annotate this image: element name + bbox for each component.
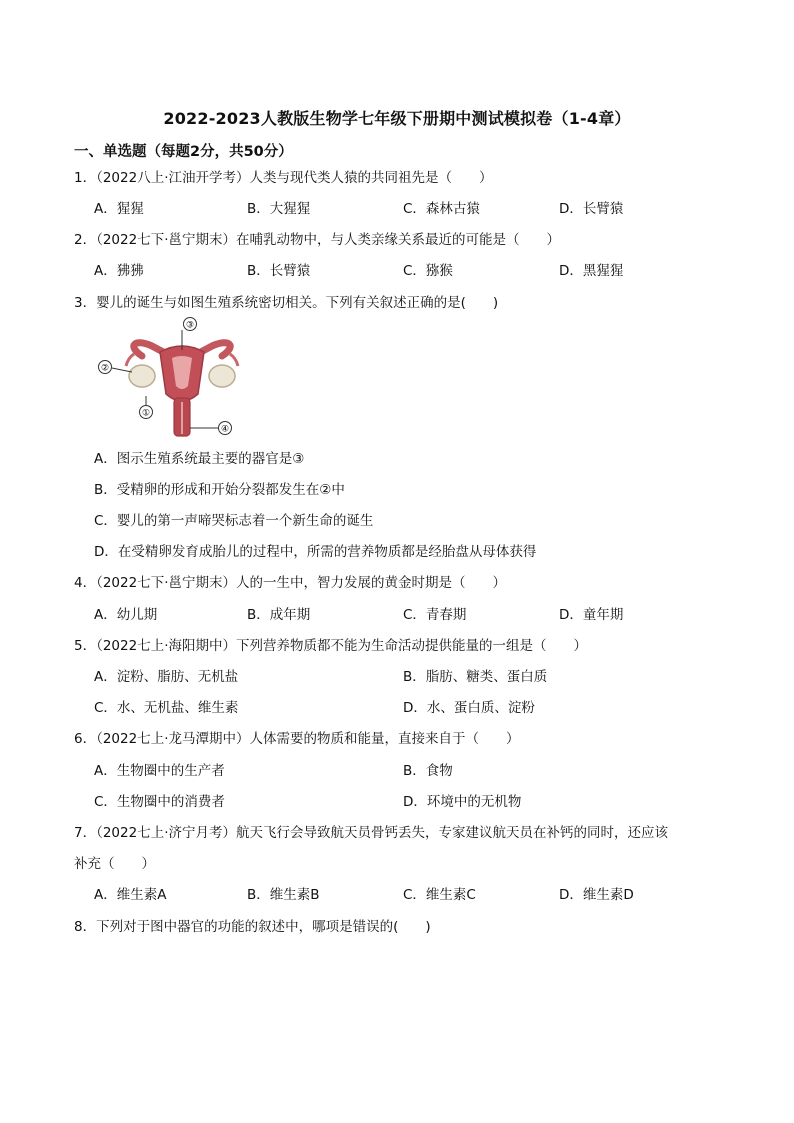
q7-option-b: B．维生素B — [247, 887, 320, 903]
q1-option-a: A．猩猩 — [94, 201, 144, 217]
reproductive-system-figure — [92, 316, 272, 442]
figure-label-1: ① — [141, 408, 151, 419]
q2-option-b: B．长臂猿 — [247, 263, 311, 279]
q1-option-c: C．森林古猿 — [403, 201, 480, 217]
q7-option-c: C．维生素C — [403, 887, 476, 903]
q5-option-d: D．水、蛋白质、淀粉 — [403, 700, 535, 716]
q1-option-b: B．大猩猩 — [247, 201, 311, 217]
question-1-stem: 1．（2022八上·江油开学考）人类与现代类人猿的共同祖先是（ ） — [74, 170, 493, 186]
q4-option-a: A．幼儿期 — [94, 607, 158, 623]
q3-option-d: D．在受精卵发育成胎儿的过程中，所需的营养物质都是经胎盘从母体获得 — [94, 544, 537, 560]
q2-option-c: C．猕猴 — [403, 263, 453, 279]
q6-option-a: A．生物圈中的生产者 — [94, 763, 225, 779]
q5-option-b: B．脂肪、糖类、蛋白质 — [403, 669, 548, 685]
q5-option-a: A．淀粉、脂肪、无机盐 — [94, 669, 239, 685]
figure-label-3: ③ — [185, 320, 195, 331]
figure-label-4: ④ — [220, 424, 230, 435]
question-7-stem: 7．（2022七上·济宁月考）航天飞行会导致航天员骨钙丢失，专家建议航天员在补钙的同时，还应该 — [74, 825, 668, 841]
q3-option-b: B．受精卵的形成和开始分裂都发生在②中 — [94, 482, 345, 498]
q1-option-d: D．长臂猿 — [559, 201, 624, 217]
q6-option-d: D．环境中的无机物 — [403, 794, 522, 810]
q3-option-c: C．婴儿的第一声啼哭标志着一个新生命的诞生 — [94, 513, 374, 529]
question-8-stem: 8．下列对于图中器官的功能的叙述中，哪项是错误的( ) — [74, 919, 431, 935]
question-7-stem-continued: 补充（ ） — [74, 856, 155, 872]
question-6-stem: 6．（2022七上·龙马潭期中）人体需要的物质和能量，直接来自于（ ） — [74, 731, 520, 747]
q2-option-d: D．黑猩猩 — [559, 263, 624, 279]
q6-option-c: C．生物圈中的消费者 — [94, 794, 225, 810]
q5-option-c: C．水、无机盐、维生素 — [94, 700, 239, 716]
q3-option-a: A．图示生殖系统最主要的器官是③ — [94, 451, 305, 467]
q7-option-a: A．维生素A — [94, 887, 167, 903]
question-5-stem: 5．（2022七上·海阳期中）下列营养物质都不能为生命活动提供能量的一组是（ ） — [74, 638, 587, 654]
q4-option-c: C．青春期 — [403, 607, 467, 623]
q6-option-b: B．食物 — [403, 763, 453, 779]
question-4-stem: 4．（2022七下·邕宁期末）人的一生中，智力发展的黄金时期是（ ） — [74, 575, 506, 591]
figure-label-2: ② — [100, 363, 110, 374]
question-3-stem: 3．婴儿的诞生与如图生殖系统密切相关。下列有关叙述正确的是( ) — [74, 295, 499, 311]
q4-option-d: D．童年期 — [559, 607, 624, 623]
page-title: 2022-2023人教版生物学七年级下册期中测试模拟卷（1-4章） — [163, 109, 631, 128]
question-2-stem: 2．（2022七下·邕宁期末）在哺乳动物中，与人类亲缘关系最近的可能是（ ） — [74, 232, 560, 248]
q2-option-a: A．狒狒 — [94, 263, 144, 279]
uterus-diagram — [92, 316, 272, 442]
section-heading: 一、单选题（每题2分，共50分） — [74, 144, 293, 160]
q4-option-b: B．成年期 — [247, 607, 311, 623]
q7-option-d: D．维生素D — [559, 887, 634, 903]
